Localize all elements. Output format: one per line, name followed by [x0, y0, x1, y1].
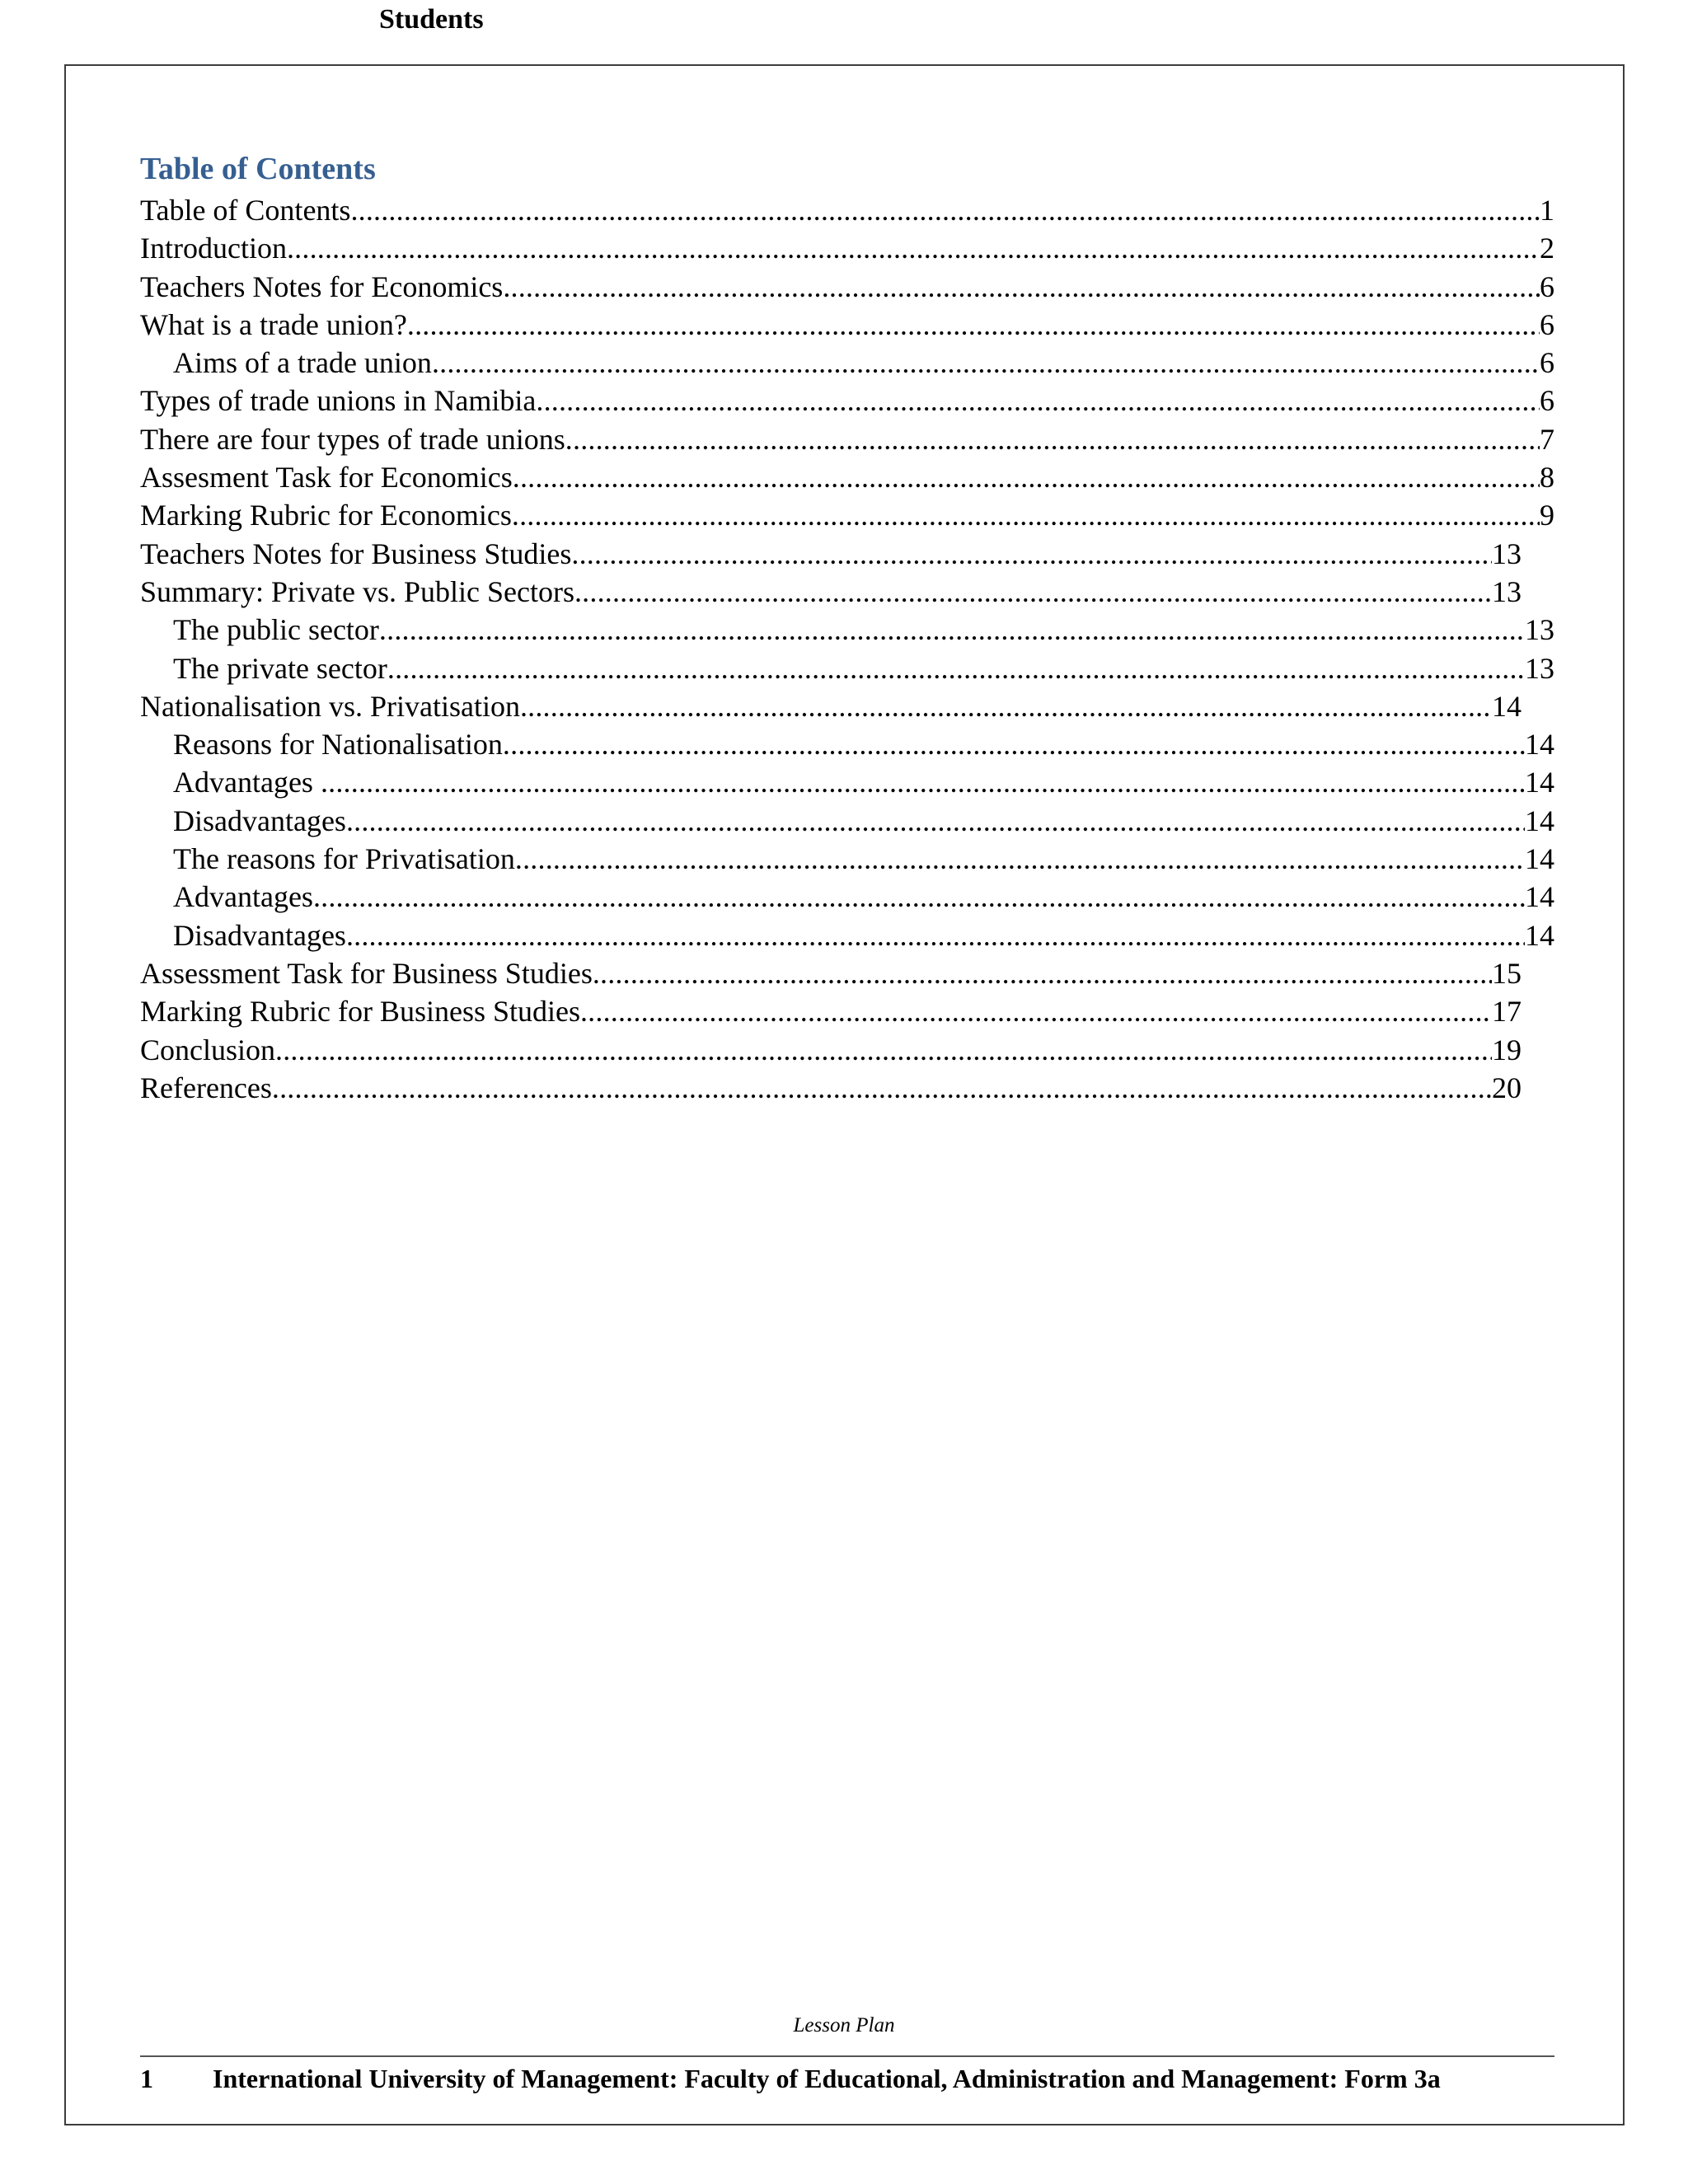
toc-entry-text: Assesment Task for Economics: [140, 461, 513, 494]
toc-entry[interactable]: [140, 916, 1554, 954]
toc-entry-text: Teachers Notes for Economics: [140, 269, 504, 303]
toc-dot-leader: [520, 687, 1492, 725]
toc-entry-text: The public sector: [173, 613, 379, 647]
toc-entry-page: 9: [1540, 499, 1554, 532]
toc-entry-text: Teachers Notes for Business Studies: [140, 537, 572, 570]
footer-page-number: 1: [140, 2064, 153, 2093]
toc-dot-leader: [387, 649, 1525, 687]
toc-entry-page: 6: [1540, 346, 1554, 380]
toc-entry-text: Advantages: [173, 766, 321, 799]
toc-entry-text: Nationalisation vs. Privatisation: [140, 689, 520, 723]
footer-title: Lesson Plan: [793, 2014, 895, 2036]
toc-entry[interactable]: [140, 496, 1554, 534]
toc-dot-leader: [287, 229, 1540, 267]
toc-dot-leader: [432, 344, 1540, 382]
toc-entry-page: 13: [1492, 537, 1522, 570]
toc-entry-text: Disadvantages: [173, 804, 346, 837]
toc-dot-leader: [512, 496, 1540, 534]
toc-entry[interactable]: [140, 535, 1522, 573]
toc-entry-text: Marking Rubric for Business Studies: [140, 995, 580, 1029]
toc-dot-leader: [346, 916, 1525, 954]
toc-entry[interactable]: [140, 802, 1554, 840]
toc-entry-text: The reasons for Privatisation: [173, 842, 515, 876]
toc-dot-leader: [346, 802, 1525, 840]
toc-dot-leader: [503, 725, 1525, 763]
footer-line: [140, 2060, 1554, 2097]
toc-entry-text: Reasons for Nationalisation: [173, 728, 503, 762]
toc-dot-leader: [574, 573, 1492, 611]
toc-entry-page: 6: [1540, 269, 1554, 303]
toc-entry-page: 13: [1525, 613, 1554, 647]
toc-dot-leader: [350, 191, 1540, 229]
toc-entry-text: The private sector: [173, 651, 387, 685]
toc-entry[interactable]: [140, 229, 1554, 267]
toc-entry-page: 6: [1540, 384, 1554, 418]
toc-dot-leader: [272, 1069, 1492, 1107]
toc-dot-leader: [503, 268, 1540, 306]
toc-entry[interactable]: [140, 382, 1554, 419]
toc-entry-page: 7: [1540, 422, 1554, 456]
footer-institution: International University of Management: Faculty of Educational, Administration and Management: Form 3a: [213, 2064, 1441, 2093]
toc-dot-leader: [536, 382, 1540, 419]
toc-entry[interactable]: [140, 954, 1522, 992]
toc-list: [140, 191, 1554, 1107]
toc-entry-text: What is a trade union?: [140, 307, 407, 341]
toc-entry-page: 20: [1492, 1071, 1522, 1104]
toc-entry-page: 15: [1492, 956, 1522, 990]
toc-entry-page: 13: [1492, 574, 1522, 608]
toc-entry[interactable]: [140, 1069, 1522, 1107]
toc-dot-leader: [593, 954, 1492, 992]
toc-entry[interactable]: [140, 992, 1522, 1030]
toc-entry[interactable]: [140, 878, 1554, 916]
toc-entry-text: Advantages: [173, 880, 313, 914]
toc-entry-text: Summary: Private vs. Public Sectors: [140, 574, 574, 608]
toc-dot-leader: [565, 420, 1540, 458]
toc-dot-leader: [379, 611, 1525, 649]
toc-entry-page: 14: [1525, 918, 1554, 952]
toc-entry[interactable]: [140, 763, 1554, 801]
toc-entry[interactable]: [140, 840, 1554, 878]
toc-entry[interactable]: [140, 1031, 1522, 1069]
toc-entry-page: 17: [1492, 995, 1522, 1029]
toc-entry-text: Introduction: [140, 232, 287, 265]
toc-entry-page: 14: [1525, 728, 1554, 762]
toc-entry[interactable]: [140, 649, 1554, 687]
toc-entry-page: 19: [1492, 1033, 1522, 1066]
toc-dot-leader: [275, 1031, 1492, 1069]
toc-entry[interactable]: [140, 687, 1522, 725]
toc-entry-text: Assessment Task for Business Studies: [140, 956, 593, 990]
toc-dot-leader: [580, 992, 1492, 1030]
footer-divider: [140, 2055, 1554, 2057]
toc-entry[interactable]: [140, 725, 1554, 763]
toc-entry-page: 14: [1525, 880, 1554, 914]
toc-title: Table of Contents: [140, 152, 376, 186]
toc-dot-leader: [513, 458, 1540, 496]
toc-dot-leader: [407, 306, 1540, 344]
toc-dot-leader: [571, 535, 1492, 573]
toc-dot-leader: [313, 878, 1525, 916]
toc-entry[interactable]: [140, 611, 1554, 649]
toc-entry-text: Marking Rubric for Economics: [140, 499, 512, 532]
toc-entry[interactable]: [140, 268, 1554, 306]
toc-entry[interactable]: [140, 573, 1522, 611]
toc-entry-text: Table of Contents: [140, 194, 351, 227]
toc-entry-text: Conclusion: [140, 1033, 276, 1066]
toc-entry-page: 13: [1525, 651, 1554, 685]
toc-entry-page: 1: [1540, 194, 1554, 227]
toc-entry-page: 8: [1540, 461, 1554, 494]
toc-entry-text: There are four types of trade unions: [140, 422, 565, 456]
table-of-contents: [140, 147, 1554, 1107]
toc-entry-text: Types of trade unions in Namibia: [140, 384, 537, 418]
toc-entry-page: 14: [1492, 689, 1522, 723]
toc-entry-text: Aims of a trade union: [173, 346, 432, 380]
page-heading: Students: [379, 4, 484, 35]
toc-entry[interactable]: [140, 306, 1554, 344]
toc-entry[interactable]: [140, 191, 1554, 229]
toc-entry[interactable]: [140, 344, 1554, 382]
toc-entry-page: 2: [1540, 232, 1554, 265]
toc-entry-text: Disadvantages: [173, 918, 346, 952]
toc-entry[interactable]: [140, 458, 1554, 496]
toc-entry-page: 14: [1525, 804, 1554, 837]
toc-entry-text: References: [140, 1071, 272, 1104]
toc-dot-leader: [515, 840, 1525, 878]
toc-dot-leader: [321, 763, 1525, 801]
toc-entry[interactable]: [140, 420, 1554, 458]
toc-entry-page: 14: [1525, 766, 1554, 799]
toc-entry-page: 6: [1540, 307, 1554, 341]
toc-entry-page: 14: [1525, 842, 1554, 876]
